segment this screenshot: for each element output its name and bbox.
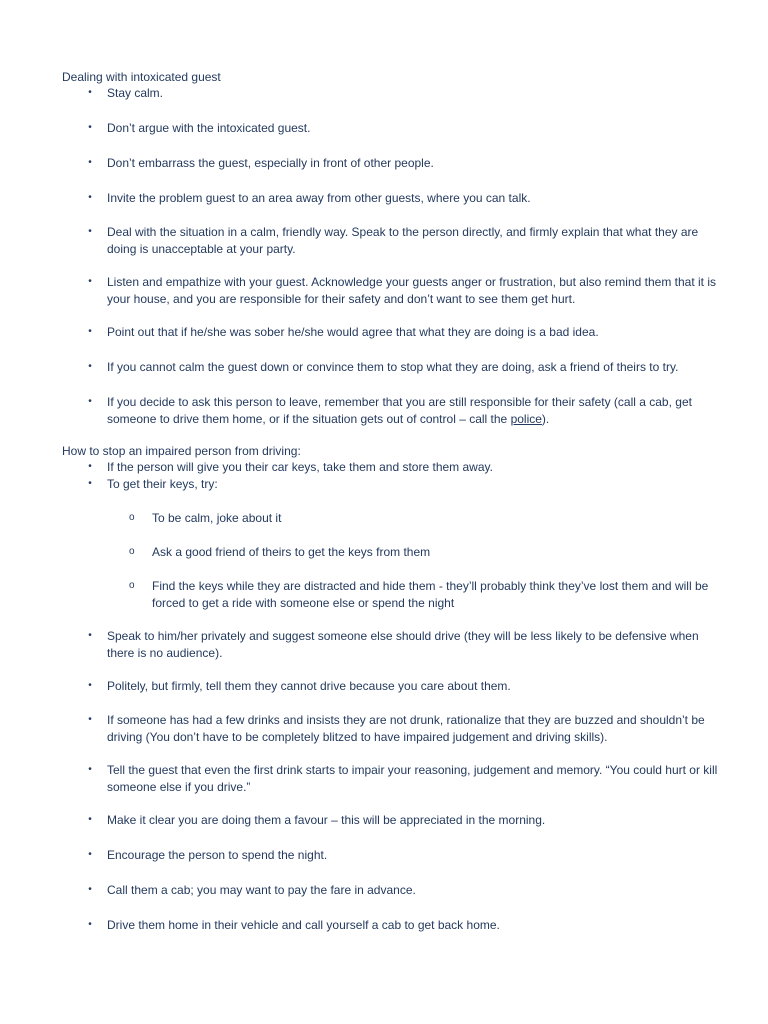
list-item-text: Stay calm.: [107, 86, 164, 100]
section-heading-impaired-driving: How to stop an impaired person from driving:: [62, 444, 301, 458]
list-item-text: [107, 394, 726, 427]
list-item-text-part: ).: [541, 411, 550, 426]
list-item: [86, 678, 726, 695]
list-item: [86, 628, 726, 661]
list-item-text: If the person will give you their car keys, take them and store them away.: [107, 460, 493, 474]
list-item: [86, 882, 726, 899]
bullet-icon: •: [88, 361, 92, 372]
list-item: [86, 120, 726, 137]
section-heading-intoxicated-guest: Dealing with intoxicated guest: [62, 70, 221, 84]
list-item-text: Don’t argue with the intoxicated guest.: [107, 121, 311, 135]
list-item: [86, 85, 726, 102]
sub-list-item: [129, 510, 729, 527]
list-item: [86, 847, 726, 864]
list-item-text: If you cannot calm the guest down or convince them to stop what they are doing, ask a friend of theirs to try.: [107, 360, 679, 374]
bullet-icon: •: [88, 714, 92, 725]
bullet-icon: •: [88, 680, 92, 691]
sub-list-item-text: Find the keys while they are distracted and hide them - they’ll probably think they’ve lost them and will be forced to get a ride with someone else or spend the night: [152, 579, 709, 610]
list-item: [86, 324, 726, 341]
list-item-text: To get their keys, try:: [107, 477, 218, 491]
list-item: [86, 394, 726, 427]
sub-list-item: [129, 544, 729, 561]
list-item-text: Tell the guest that even the first drink starts to impair your reasoning, judgement and memory. “You could hurt or kill someone else if you drive.”: [107, 763, 718, 794]
list-item-text: Call them a cab; you may want to pay the fare in advance.: [107, 883, 416, 897]
list-item-text-part: If you decide to ask this person to leave, remember that you are still responsible for their safety (call a cab, get someone to drive them home, or if the situation gets out of control – call the: [107, 395, 692, 426]
bullet-icon: •: [88, 226, 92, 237]
circle-bullet-icon: o: [129, 512, 135, 523]
list-item: [86, 274, 726, 307]
sub-list-item-text: Ask a good friend of theirs to get the keys from them: [152, 545, 431, 559]
bullet-icon: •: [88, 630, 92, 641]
list-item-text: Drive them home in their vehicle and call yourself a cab to get back home.: [107, 918, 500, 932]
list-item: [86, 812, 726, 829]
list-item: [86, 224, 726, 257]
bullet-icon: •: [88, 87, 92, 98]
bullet-icon: •: [88, 461, 92, 472]
list-item-text: Invite the problem guest to an area away from other guests, where you can talk.: [107, 191, 531, 205]
list-item: [86, 762, 726, 795]
list-item-text: Make it clear you are doing them a favour – this will be appreciated in the morning.: [107, 813, 546, 827]
bullet-icon: •: [88, 814, 92, 825]
list-item-text: Point out that if he/she was sober he/she would agree that what they are doing is a bad idea.: [107, 325, 599, 339]
list-item-text: If someone has had a few drinks and insists they are not drunk, rationalize that they are buzzed and shouldn’t be driving (You don’t have to be completely blitzed to have impaired judgement and driving skills).: [107, 713, 705, 744]
bullet-icon: •: [88, 478, 92, 489]
bullet-icon: •: [88, 192, 92, 203]
bullet-icon: •: [88, 396, 92, 407]
bullet-icon: •: [88, 157, 92, 168]
list-item: [86, 476, 726, 493]
list-item: [86, 359, 726, 376]
list-item-text: Encourage the person to spend the night.: [107, 848, 328, 862]
bullet-icon: •: [88, 122, 92, 133]
list-item-text: Don’t embarrass the guest, especially in front of other people.: [107, 156, 434, 170]
list-item-text: Listen and empathize with your guest. Acknowledge your guests anger or frustration, but also remind them that it is your house, and you are responsible for their safety and don’t want to see them get hurt.: [107, 275, 716, 306]
bullet-icon: •: [88, 849, 92, 860]
list-item: [86, 459, 726, 476]
circle-bullet-icon: o: [129, 580, 135, 591]
circle-bullet-icon: o: [129, 546, 135, 557]
bullet-icon: •: [88, 326, 92, 337]
list-item: [86, 917, 726, 934]
police-link[interactable]: police: [510, 411, 542, 426]
bullet-icon: •: [88, 276, 92, 287]
bullet-icon: •: [88, 919, 92, 930]
bullet-icon: •: [88, 884, 92, 895]
list-item: [86, 190, 726, 207]
list-item-text: Speak to him/her privately and suggest someone else should drive (they will be less likely to be defensive when there is no audience).: [107, 629, 699, 660]
bullet-icon: •: [88, 764, 92, 775]
list-item-text: Politely, but firmly, tell them they cannot drive because you care about them.: [107, 679, 511, 693]
list-item: [86, 712, 726, 745]
list-item: [86, 155, 726, 172]
list-item-text: Deal with the situation in a calm, friendly way. Speak to the person directly, and firmly explain that what they are doing is unacceptable at your party.: [107, 225, 699, 256]
sub-list-item-text: To be calm, joke about it: [152, 511, 282, 525]
sub-list-item: [129, 578, 729, 611]
